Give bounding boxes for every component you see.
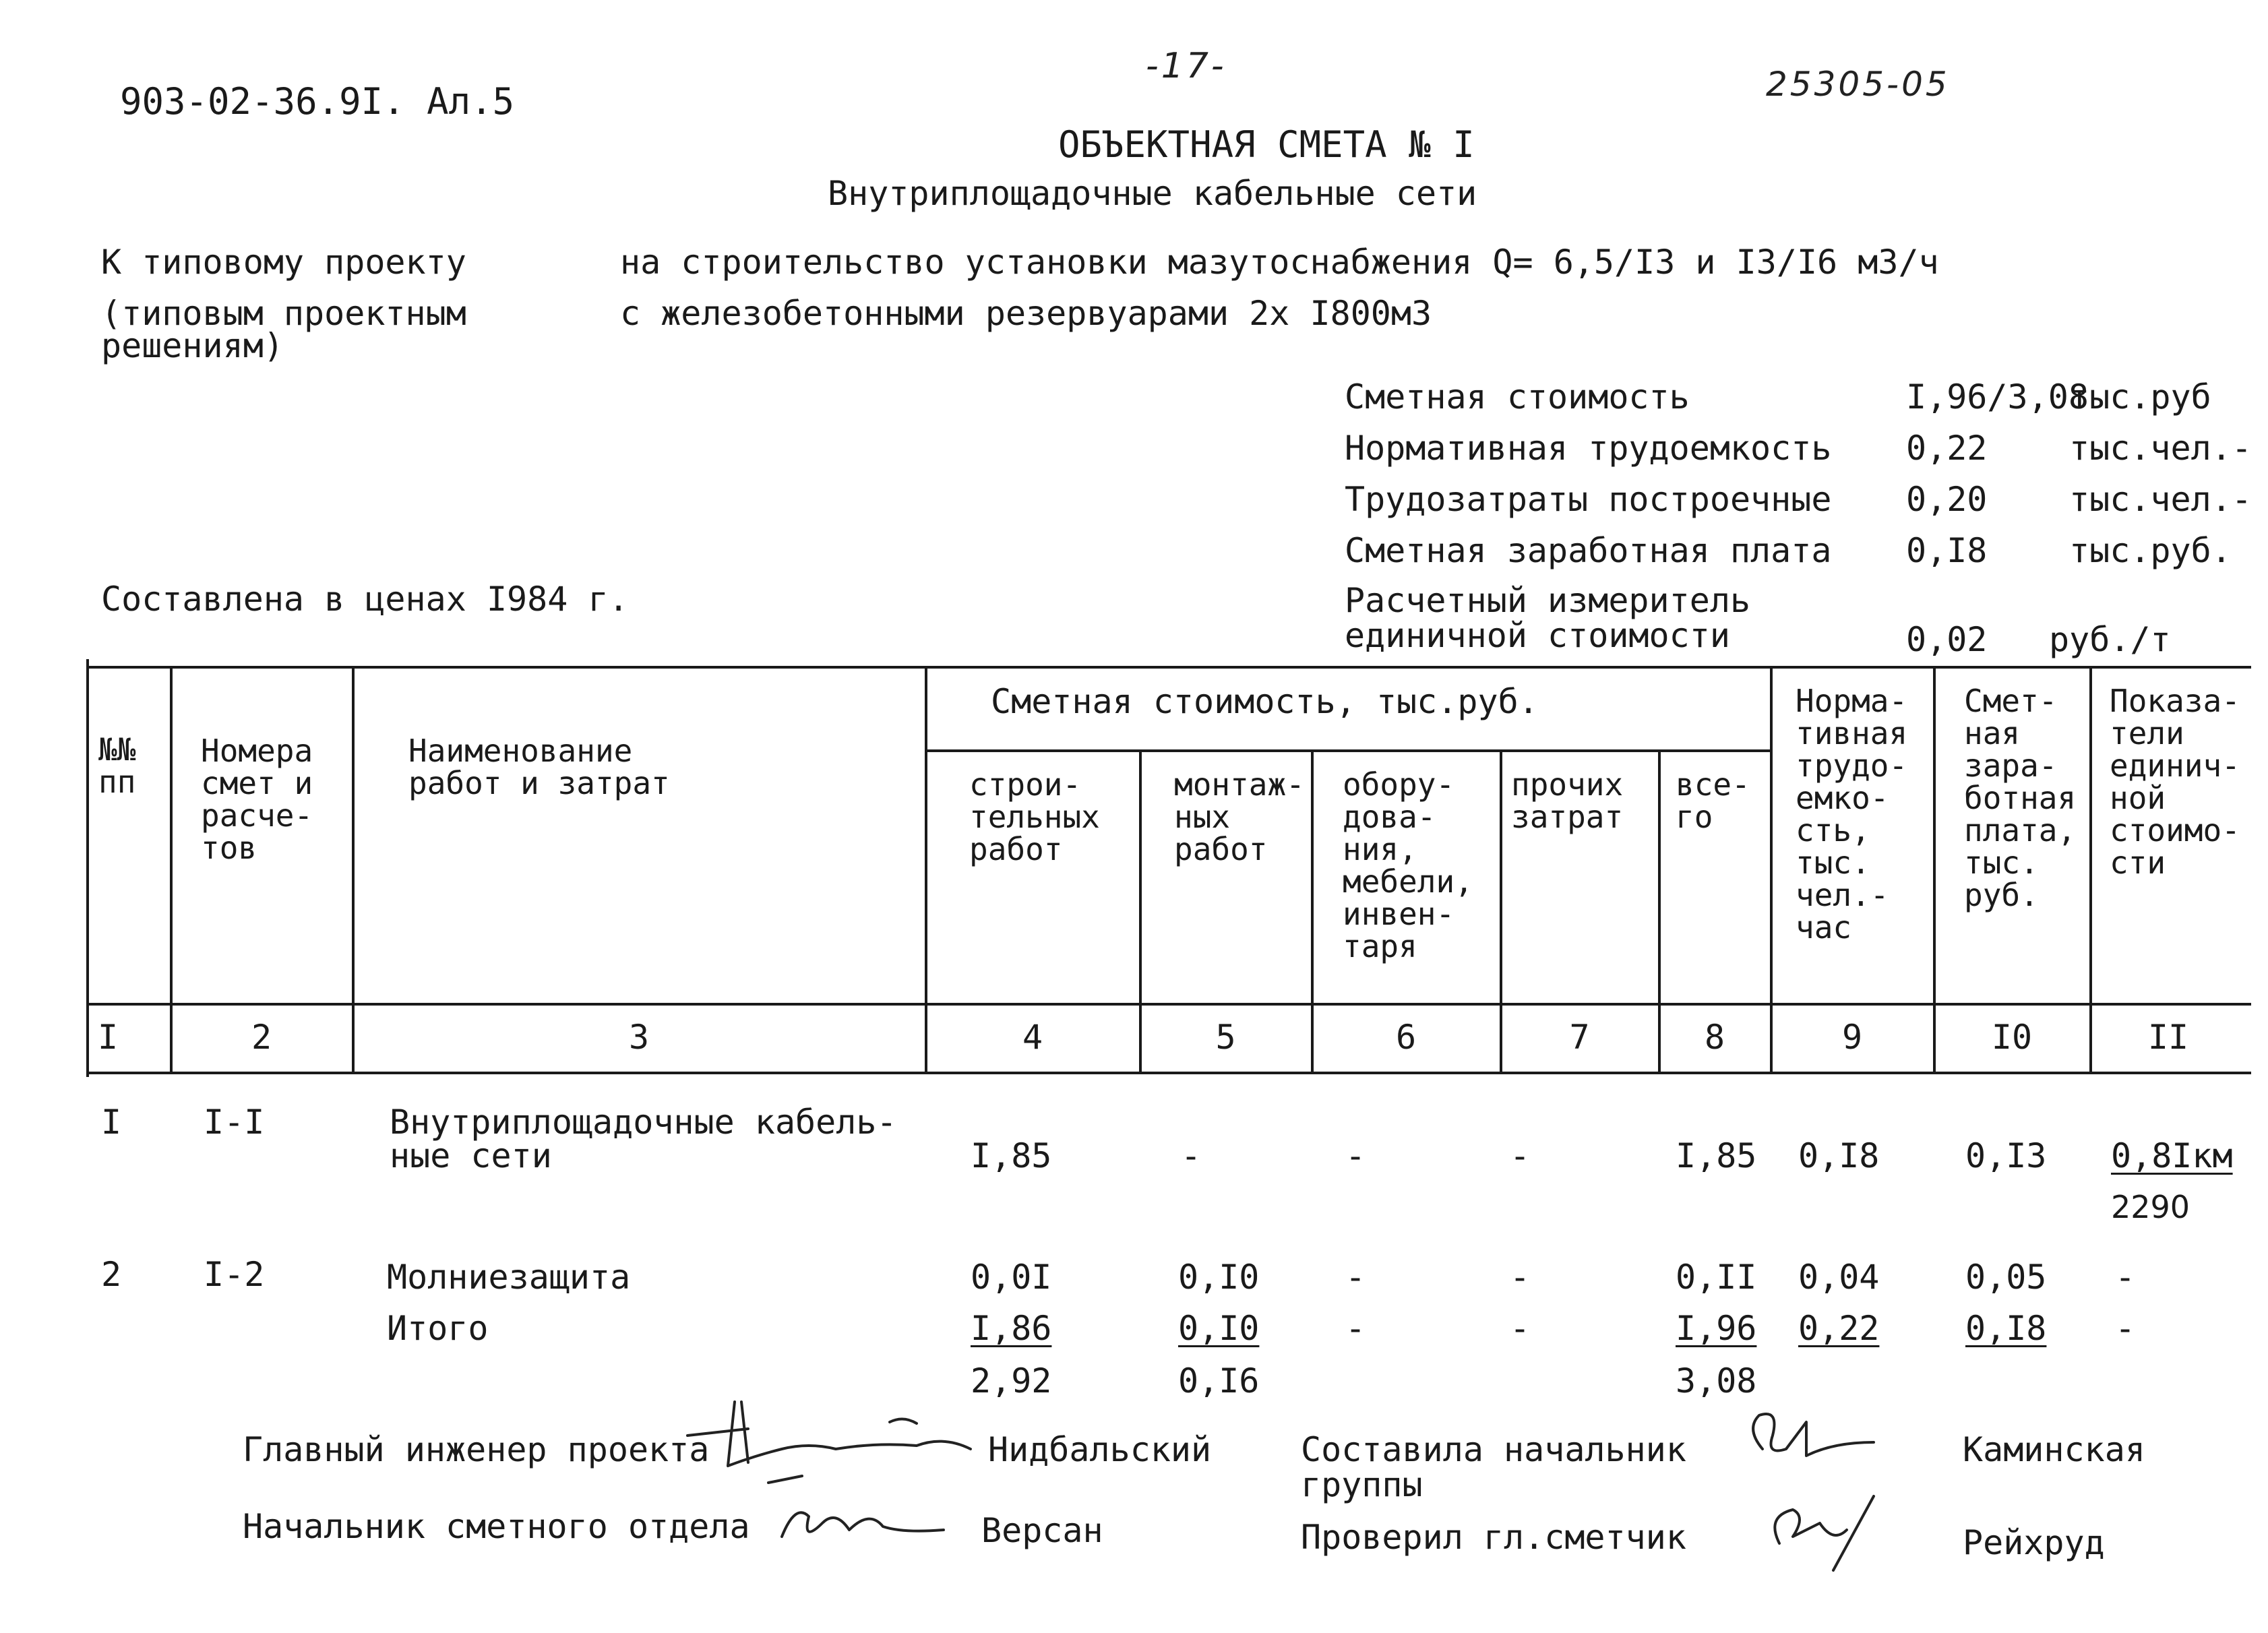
row1-equipment: - [1345,1136,1366,1175]
row2-equipment: - [1345,1258,1366,1297]
summary-value-labor-site: 0,20 [1906,480,1988,519]
header-col-9: Норма- тивная трудо- емко- сть, тыс. чел.- час [1796,683,1908,946]
row1-unit-cost-value: 2290 [2111,1189,2190,1225]
row2-total: 0,II [1676,1258,1757,1297]
header-col-11: Показа- тели единич- ной стоимо- сти [2110,683,2240,881]
meter-value: 0,02 [1906,620,1988,659]
row1-number: I [101,1103,122,1142]
header-col-4: строи- тельных работ [969,766,1100,867]
total-wages: 0,I8 [1965,1309,2047,1348]
document-code: 903-02-36.9I. Ал.5 [120,80,515,123]
col-number-2: 2 [251,1018,272,1057]
row2-construction: 0,0I [971,1258,1052,1297]
row1-wages: 0,I3 [1965,1136,2047,1175]
row1-labor: 0,I8 [1798,1136,1880,1175]
total-label: Итого [387,1309,489,1348]
summary-unit-wages: тыс.руб. [2069,531,2232,570]
col-number-4: 4 [1022,1018,1043,1057]
col-number-9: 9 [1841,1018,1863,1057]
col-number-11: II [2147,1018,2189,1057]
col-number-7: 7 [1569,1018,1590,1057]
summary-value-labor-norm: 0,22 [1906,429,1988,468]
total-labor: 0,22 [1798,1309,1880,1348]
row1-installation: - [1181,1136,1202,1175]
summary-label-cost: Сметная стоимость [1345,377,1690,417]
checked-by-name: Рейхруд [1963,1523,2105,1562]
row2-unit-cost: - [2115,1258,2136,1297]
header-col-10: Смет- ная зара- ботная плата, тыс. руб. [1964,683,2077,913]
chief-engineer-label: Главный инженер проекта [243,1430,710,1469]
row1-ref: I-I [204,1103,265,1142]
header-col-8: все- го [1676,766,1750,835]
row2-name: Молниезащита [387,1258,631,1297]
col-number-1: I [97,1018,119,1057]
total-sum-alt: 3,08 [1676,1361,1757,1400]
meter-label-line2: единичной стоимоcти [1345,616,1730,655]
project-description-line2: с железобетонными резервуарами 2х I800м3 [620,294,1432,333]
row1-unit-cost: 0,8Iкм [2111,1136,2233,1175]
checked-by-label: Проверил гл.сметчик [1301,1518,1686,1557]
meter-label-line1: Расчетный измеритель [1345,581,1751,620]
header-col-1: №№ пп [98,731,136,800]
summary-label-labor-site: Трудозатраты построечные [1345,480,1832,519]
summary-label-labor-norm: Нормативная трудоемкость [1345,429,1832,468]
summary-unit-labor-norm: тыс.чел.- [2069,429,2252,468]
summary-unit-labor-site: тыс.чел.- [2069,480,2252,519]
page-number: -17- [1146,46,1227,86]
row2-ref: I-2 [204,1255,265,1294]
compiled-by-label-line1: Составила начальник [1301,1430,1686,1469]
stamp-number: 25305-05 [1766,65,1950,104]
summary-value-wages: 0,I8 [1906,531,1988,570]
compiled-by-signature [1753,1414,1874,1456]
checked-by-signature [1775,1496,1874,1570]
estimate-head-name: Версан [981,1511,1103,1550]
compiled-by-label-line2: группы [1301,1465,1423,1504]
col-number-3: 3 [628,1018,650,1057]
row2-labor: 0,04 [1798,1258,1880,1297]
row1-total: I,85 [1676,1136,1757,1175]
row2-other: - [1510,1258,1531,1297]
col-number-6: 6 [1395,1018,1417,1057]
row1-name-line2: ные сети [390,1136,552,1175]
header-col-3: Наименование работ и затрат [408,733,670,801]
row1-construction: I,85 [971,1136,1052,1175]
header-group-cost: Сметная стоимость, тыс.руб. [991,682,1539,721]
total-installation-alt: 0,I6 [1178,1361,1260,1400]
compiled-by-name: Каминская [1963,1430,2145,1469]
chief-engineer-name: Нидбальский [988,1430,1212,1469]
total-construction-alt: 2,92 [971,1361,1052,1400]
project-label-line1: К типовому проекту [101,243,466,282]
project-label-line3: решениям) [101,326,284,365]
header-col-5: монтаж- ных работ [1174,766,1305,867]
prices-note: Составлена в ценах I984 г. [101,580,629,619]
summary-unit-cost: тыс.руб [2069,377,2211,417]
row1-name-line1: Внутриплощадочные кабель- [390,1103,897,1142]
estimate-subtitle: Внутриплощадочные кабельные сети [828,174,1477,213]
row2-installation: 0,I0 [1178,1258,1260,1297]
header-col-2: Номера смет и расче- тов [201,733,313,866]
row2-number: 2 [101,1255,122,1294]
total-construction: I,86 [971,1309,1052,1348]
chief-engineer-signature [687,1402,971,1483]
project-label-line2: (типовым проектным [101,294,466,333]
col-number-5: 5 [1215,1018,1236,1057]
estimate-head-label: Начальник сметного отдела [243,1507,750,1546]
col-number-8: 8 [1704,1018,1725,1057]
total-installation: 0,I0 [1178,1309,1260,1348]
meter-unit: руб./т [2049,620,2171,659]
estimate-head-signature [782,1512,944,1537]
total-unit-cost: - [2115,1309,2136,1348]
summary-value-cost: I,96/3,08 [1906,377,2089,417]
row2-wages: 0,05 [1965,1258,2047,1297]
project-description-line1: на строительство установки мазутоснабжения Q= 6,5/I3 и I3/I6 м3/ч [620,243,1939,282]
total-sum: I,96 [1676,1309,1757,1348]
row1-other: - [1510,1136,1531,1175]
estimate-title: ОБЪЕКТНАЯ СМЕТА № I [1058,123,1475,166]
summary-label-wages: Сметная заработная плата [1345,531,1832,570]
header-col-7: прочих затрат [1511,766,1624,835]
total-other: - [1510,1309,1531,1348]
total-equipment: - [1345,1309,1366,1348]
header-col-6: обору- дова- ния, мебели, инвен- таря [1343,766,1473,964]
col-number-10: I0 [1991,1018,2033,1057]
